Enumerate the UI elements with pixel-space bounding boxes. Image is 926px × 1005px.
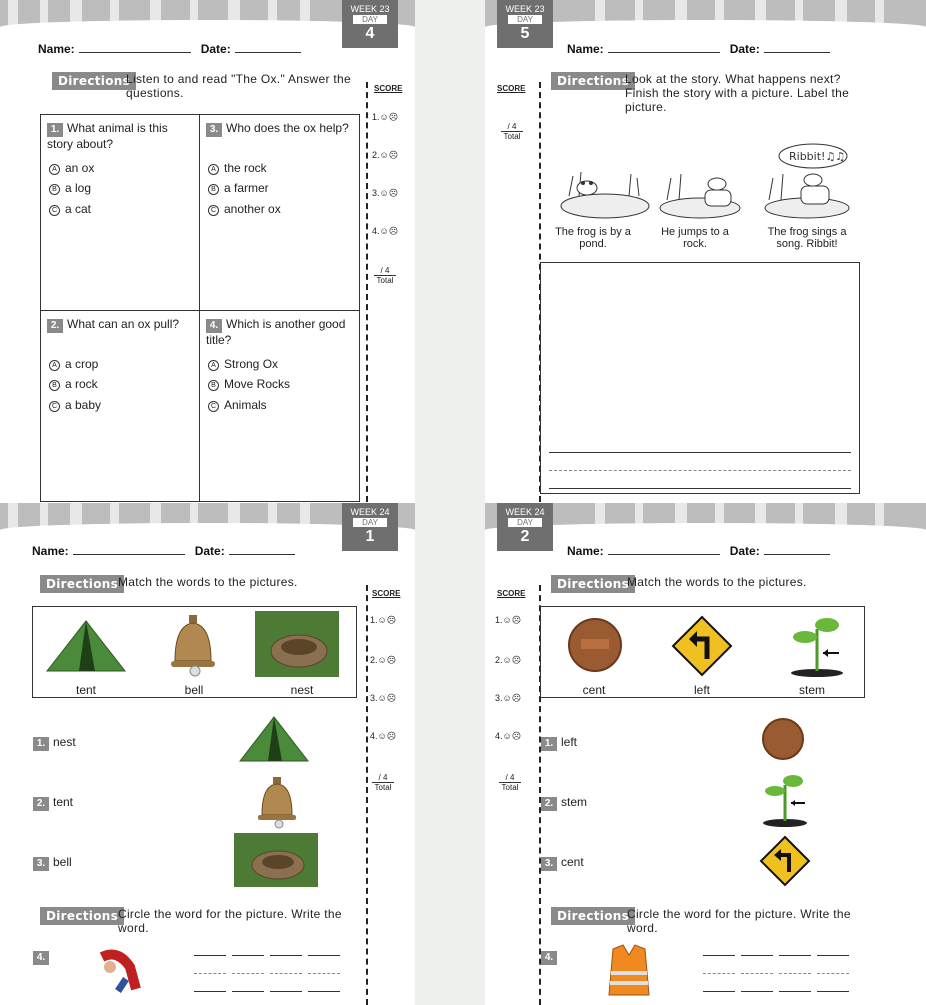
left-turn-sign-icon [671, 615, 733, 682]
score-total: / 4 Total [499, 773, 521, 792]
caption-2: He jumps to a rock. [661, 226, 729, 250]
answer-option[interactable]: C a baby [49, 398, 101, 412]
writing-line[interactable] [549, 452, 851, 453]
score-column: SCORE / 4 Total [493, 74, 541, 502]
write-line[interactable] [703, 955, 735, 956]
answer-option[interactable]: B a rock [49, 377, 98, 391]
name-field[interactable] [73, 545, 185, 555]
frog-singing-picture [761, 142, 853, 222]
score-total: / 4 Total [372, 773, 394, 792]
answer-option[interactable]: A Strong Ox [208, 357, 278, 371]
word-bank [540, 606, 865, 698]
match-item-1[interactable]: 1. left [541, 735, 577, 751]
worksheet-week24-day1 [0, 503, 415, 1005]
answer-option[interactable]: A an ox [49, 161, 94, 175]
question-4: 4. Which is another good title? A Strong Ox B Move Rocks C Animals [206, 317, 346, 412]
word-bell: bell [184, 683, 204, 697]
penny-icon[interactable] [761, 717, 805, 766]
answer-option[interactable]: B a farmer [208, 181, 269, 195]
directions: Directions Listen to and read "The Ox." Answer the questions. [52, 72, 362, 102]
answer-option[interactable]: B Move Rocks [208, 377, 290, 391]
name-date-row: Name: Date: [567, 42, 830, 56]
worksheet-week23-day5 [485, 0, 926, 502]
answer-option[interactable]: C another ox [208, 202, 281, 216]
left-turn-sign-icon[interactable] [759, 835, 811, 892]
ribbit-speech-text: Ribbit!♫♫ [789, 150, 846, 163]
directions: Directions Match the words to the pictures. [40, 575, 350, 591]
nest-icon[interactable] [234, 833, 318, 892]
match-item-2[interactable]: 2. stem [541, 795, 587, 811]
word-tent: tent [75, 683, 96, 697]
worksheet-week23-day4 [0, 0, 415, 502]
caption-3: The frog sings a song. Ribbit! [767, 226, 847, 250]
safety-vest-picture [605, 943, 653, 1004]
worksheet-week24-day2 [485, 503, 926, 1005]
name-date-row: Name: Date: [38, 42, 301, 56]
directions-2: Directions Circle the word for the picture. Write the word. [40, 907, 350, 937]
date-field[interactable] [229, 545, 295, 555]
plant-stem-icon [787, 613, 847, 682]
frog-by-pond-picture [559, 166, 651, 222]
name-field[interactable] [79, 43, 191, 53]
plant-stem-icon[interactable] [761, 771, 811, 832]
score-column: SCORE 1.☺☹ 2.☺☹ 3.☺☹ 4.☺☹ / 4 Total [366, 577, 410, 1005]
answer-option[interactable]: A the rock [208, 161, 267, 175]
answer-option[interactable]: C Animals [208, 398, 267, 412]
center-gutter [415, 0, 485, 1005]
match-item-3[interactable]: 3. bell [33, 855, 72, 871]
name-field[interactable] [608, 43, 720, 53]
question-3: 3. Who does the ox help? A the rock B a farmer C another ox [200, 115, 359, 311]
answer-option[interactable]: C a cat [49, 202, 91, 216]
question-grid [40, 114, 360, 502]
week-day-tab: WEEK 24 DAY 1 [342, 503, 398, 551]
directions: Directions Look at the story. What happens next? Finish the story with a picture. Label the picture. [551, 72, 861, 114]
score-column: SCORE 1.☺☹ 2.☺☹ 3.☺☹ 4.☺☹ / 4 Total [493, 577, 541, 1005]
week-day-tab: WEEK 23 DAY 5 [497, 0, 553, 48]
name-field[interactable] [608, 545, 720, 555]
score-total: / 4 Total [374, 266, 396, 285]
answer-option[interactable]: A a crop [49, 357, 98, 371]
word-left: left [693, 683, 710, 697]
word-cent: cent [582, 683, 606, 697]
directions-2: Directions Circle the word for the picture. Write the word. [551, 907, 861, 937]
score-column: SCORE 1.☺☹ 2.☺☹ 3.☺☹ 4.☺☹ / 4 Total [366, 74, 410, 502]
word-stem: stem [798, 683, 825, 697]
item-4: 4. [541, 949, 561, 965]
item-4: 4. [33, 949, 53, 965]
answer-option[interactable]: B a log [49, 181, 91, 195]
drawing-box[interactable] [540, 262, 860, 494]
week-day-tab: WEEK 23 DAY 4 [342, 0, 398, 48]
directions: Directions Match the words to the pictures. [551, 575, 861, 591]
child-bending-picture [96, 949, 146, 1000]
bell-icon [165, 613, 221, 682]
match-item-3[interactable]: 3. cent [541, 855, 584, 871]
bell-icon[interactable] [254, 775, 300, 834]
date-field[interactable] [764, 43, 830, 53]
week-day-tab: WEEK 24 DAY 2 [497, 503, 553, 551]
word-bank [32, 606, 357, 698]
write-line[interactable] [194, 955, 226, 956]
date-field[interactable] [235, 43, 301, 53]
word-nest: nest [290, 683, 314, 697]
question-1: 1. What animal is this story about? A an ox B a log C a cat [41, 115, 200, 311]
tent-icon[interactable] [236, 713, 312, 770]
nest-icon [255, 611, 339, 682]
match-item-2[interactable]: 2. tent [33, 795, 73, 811]
penny-icon [567, 617, 623, 678]
tent-icon [43, 615, 129, 680]
match-item-1[interactable]: 1. nest [33, 735, 76, 751]
name-date-row: Name: Date: [32, 544, 295, 558]
caption-1: The frog is by a pond. [555, 226, 631, 250]
date-field[interactable] [764, 545, 830, 555]
name-date-row: Name: Date: [567, 544, 830, 558]
question-2: 2. What can an ox pull? A a crop B a rock C a baby [41, 311, 200, 502]
score-total: / 4 Total [501, 122, 523, 141]
frog-on-rock-picture [657, 166, 743, 222]
